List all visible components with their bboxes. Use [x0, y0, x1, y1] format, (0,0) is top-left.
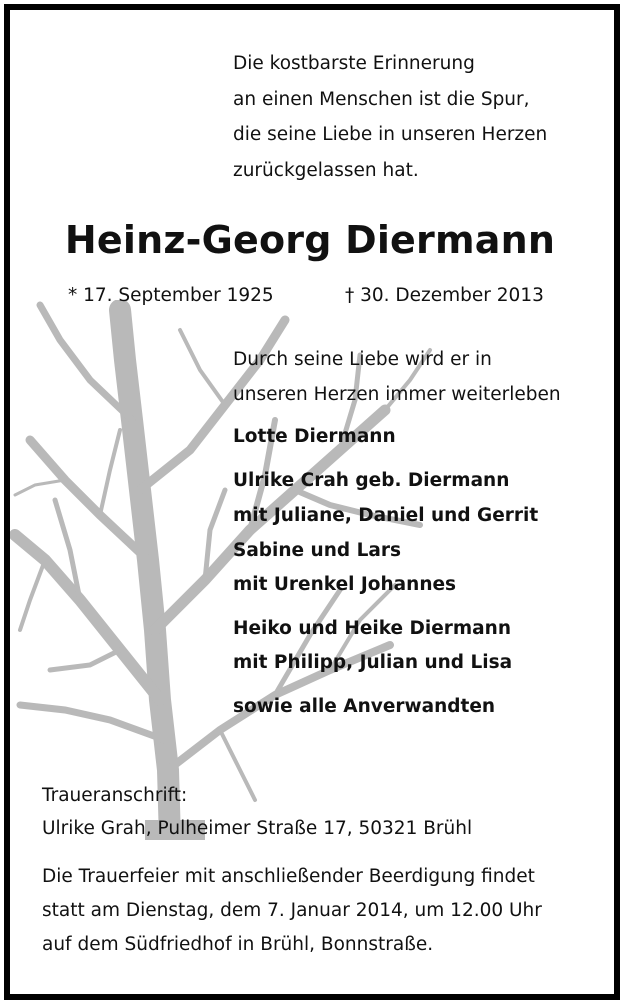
mourner-spouse: Lotte Diermann	[233, 426, 396, 447]
sentiment-line: Durch seine Liebe wird er in	[233, 349, 492, 370]
mourner-line: Sabine und Lars	[233, 540, 401, 561]
address-label: Traueranschrift:	[42, 785, 188, 806]
quote-line: an einen Menschen ist die Spur,	[233, 88, 530, 110]
funeral-notice-line: Die Trauerfeier mit anschließender Beerdigung findet	[42, 866, 535, 887]
deceased-name: Heinz-Georg Diermann	[64, 218, 556, 262]
death-date: † 30. Dezember 2013	[345, 285, 544, 306]
mourning-address: Ulrike Grah, Pulheimer Straße 17, 50321 Brühl	[42, 818, 473, 839]
funeral-notice-line: auf dem Südfriedhof in Brühl, Bonnstraße.	[42, 934, 434, 955]
mourner-line: mit Philipp, Julian und Lisa	[233, 652, 513, 673]
mourner-line: Heiko und Heike Diermann	[233, 618, 511, 639]
mourner-line: mit Juliane, Daniel und Gerrit	[233, 505, 539, 526]
quote-line: zurückgelassen hat.	[233, 159, 419, 181]
mourner-line: mit Urenkel Johannes	[233, 574, 457, 595]
birth-date: * 17. September 1925	[68, 285, 274, 306]
funeral-notice-line: statt am Dienstag, dem 7. Januar 2014, um 12.00 Uhr	[42, 900, 542, 921]
tree-illustration	[10, 300, 440, 840]
quote-line: Die kostbarste Erinnerung	[233, 53, 475, 74]
mourner-relatives: sowie alle Anverwandten	[233, 696, 496, 717]
mourner-line: Ulrike Crah geb. Diermann	[233, 470, 510, 491]
sentiment-line: unseren Herzen immer weiterleben	[233, 384, 561, 405]
memorial-quote	[233, 46, 547, 188]
quote-line: die seine Liebe in unseren Herzen	[233, 124, 548, 145]
